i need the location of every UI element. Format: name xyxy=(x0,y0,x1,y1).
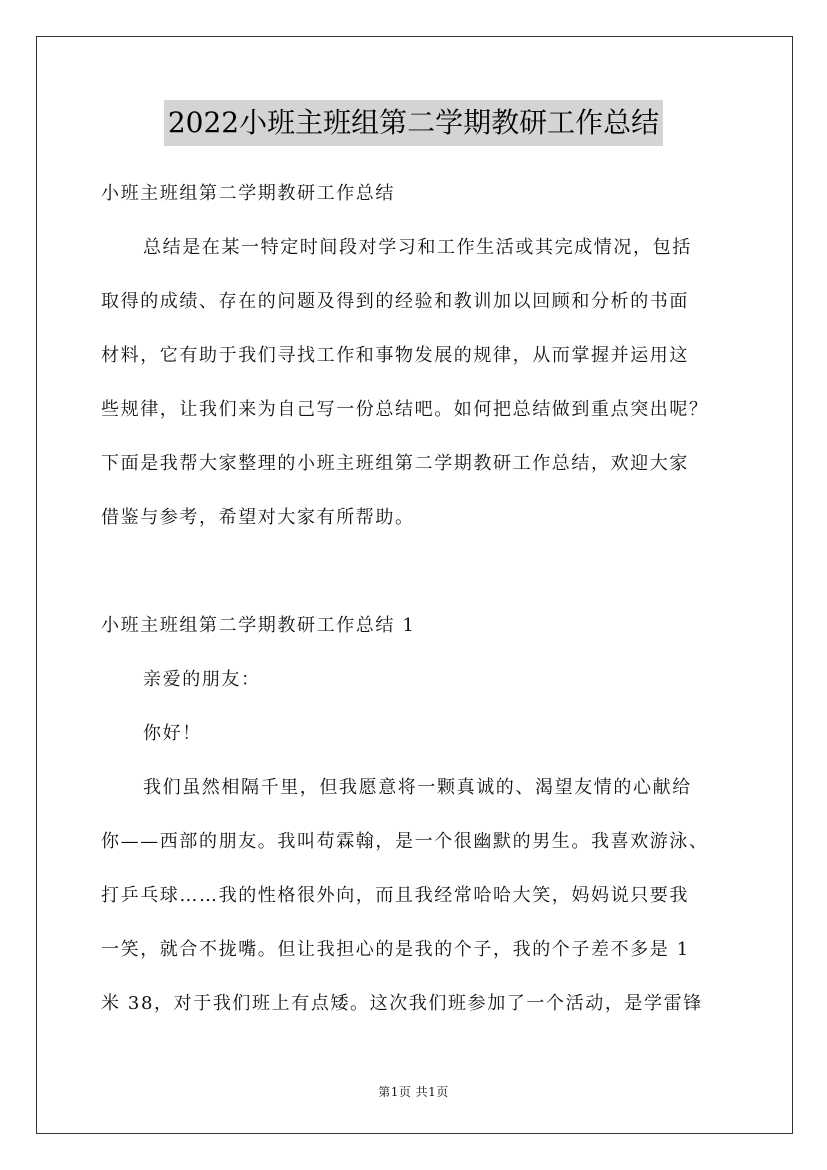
body-line-4: 一笑，就合不拢嘴。但让我担心的是我的个子，我的个子差不多是 1 xyxy=(101,939,690,960)
intro-line-5: 下面是我帮大家整理的小班主班组第二学期教研工作总结，欢迎大家 xyxy=(101,453,689,474)
intro-line-2: 取得的成绩、存在的问题及得到的经验和教训加以回顾和分析的书面 xyxy=(101,291,689,312)
document-title: 2022小班主班组第二学期教研工作总结 xyxy=(164,100,663,146)
greeting: 亲爱的朋友： xyxy=(143,669,261,690)
title-container xyxy=(0,100,827,146)
intro-line-6: 借鉴与参考，希望对大家有所帮助。 xyxy=(101,507,415,528)
hello-line: 你好！ xyxy=(143,723,202,744)
page-number: 第1页 共1页 xyxy=(378,1085,449,1099)
intro-line-3: 材料，它有助于我们寻找工作和事物发展的规律，从而掌握并运用这 xyxy=(101,345,689,366)
document-subtitle: 小班主班组第二学期教研工作总结 xyxy=(101,183,395,204)
intro-line-4: 些规律，让我们来为自己写一份总结吧。如何把总结做到重点突出呢？ xyxy=(101,399,709,420)
body-line-3: 打乒乓球……我的性格很外向，而且我经常哈哈大笑，妈妈说只要我 xyxy=(101,885,689,906)
body-line-2: 你——西部的朋友。我叫苟霖翰，是一个很幽默的男生。我喜欢游泳、 xyxy=(101,831,709,852)
body-line-1: 我们虽然相隔千里，但我愿意将一颗真诚的、渴望友情的心献给 xyxy=(143,777,692,798)
section-heading: 小班主班组第二学期教研工作总结 1 xyxy=(101,615,416,636)
intro-line-1: 总结是在某一特定时间段对学习和工作生活或其完成情况，包括 xyxy=(143,237,692,258)
body-line-5: 米 38，对于我们班上有点矮。这次我们班参加了一个活动，是学雷锋 xyxy=(101,993,703,1014)
